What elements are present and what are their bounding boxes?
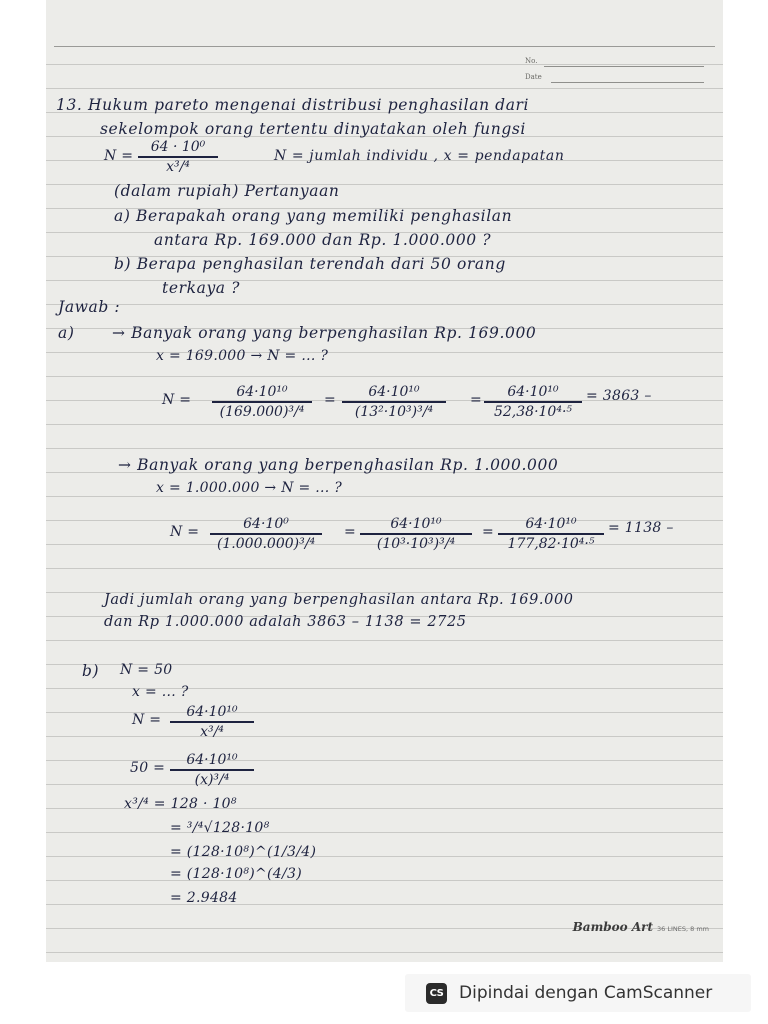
notebook-brand: [573, 920, 709, 934]
b-eq3-bar: [170, 721, 254, 723]
a-eq1-f1-bar: [212, 401, 312, 403]
a-eq1-f3-denominator: 52,38·10⁴·⁵: [493, 403, 573, 420]
answer-a-line-2: x = 169.000 → N = ... ?: [156, 348, 329, 364]
answer-b-line-2: x = ... ?: [132, 684, 189, 700]
b-eq4-numerator: 64·10¹⁰: [186, 752, 238, 768]
formula-note: N = jumlah individu , x = pendapatan: [274, 148, 565, 164]
header-no-line: [544, 66, 704, 67]
formula-fraction: [138, 139, 218, 175]
notebook-page: [46, 0, 723, 962]
formula-denominator: x³/⁴: [166, 158, 190, 175]
a-eq2-f1-numerator: 64·10⁰: [243, 516, 289, 532]
a-eq1-equals-1: =: [324, 392, 337, 408]
formula-lhs: N =: [104, 148, 134, 164]
a-eq1-f3-bar: [484, 401, 582, 403]
answer-title: Jawab :: [58, 298, 121, 316]
answer-b-line-8: = (128·10⁸)^(4/3): [170, 866, 302, 882]
camscanner-badge: [405, 974, 751, 1012]
b-eq4-denominator: (x)³/⁴: [194, 771, 230, 788]
answer-b-line-9: = 2.9484: [170, 890, 238, 906]
header-no-label: No.: [525, 57, 538, 65]
a-eq2-f3-bar: [498, 533, 604, 535]
answer-a-line-1: → Banyak orang yang berpenghasilan Rp. 169.000: [112, 324, 537, 342]
a-eq2-f2-bar: [360, 533, 472, 535]
a-eq2-f2-numerator: 64·10¹⁰: [390, 516, 442, 532]
answer-b-line-6: = ³/⁴√128·10⁸: [170, 820, 270, 836]
answer-b-line-1: N = 50: [120, 662, 173, 678]
a-eq2-equals-1: =: [344, 524, 357, 540]
answer-b-label: b): [82, 662, 100, 680]
a-eq1-f1-numerator: 64·10¹⁰: [236, 384, 288, 400]
header-date-label: Date: [525, 73, 542, 81]
question-a-line-2: antara Rp. 169.000 dan Rp. 1.000.000 ?: [154, 231, 492, 249]
a-eq1-fraction-3: [484, 384, 582, 420]
problem-line-3: (dalam rupiah) Pertanyaan: [114, 182, 340, 200]
b-eq3-numerator: 64·10¹⁰: [186, 704, 238, 720]
a-eq1-f2-numerator: 64·10¹⁰: [368, 384, 420, 400]
answer-a-line-4: x = 1.000.000 → N = ... ?: [156, 480, 343, 496]
b-eq3-lhs: N =: [132, 712, 162, 728]
a-eq2-f1-denominator: (1.000.000)³/⁴: [216, 535, 316, 552]
a-eq2-f3-denominator: 177,82·10⁴·⁵: [507, 535, 595, 552]
b-eq4-fraction: [170, 752, 254, 788]
a-eq2-result: = 1138 –: [608, 520, 674, 536]
a-eq1-f2-bar: [342, 401, 446, 403]
b-eq3-fraction: [170, 704, 254, 740]
top-rule-line: [54, 46, 715, 47]
answer-b-line-5: x³/⁴ = 128 · 10⁸: [124, 796, 237, 812]
camscanner-text: Dipindai dengan CamScanner: [459, 983, 713, 1003]
problem-line-1: 13. Hukum pareto mengenai distribusi penghasilan dari: [56, 96, 530, 114]
a-eq2-equals-2: =: [482, 524, 495, 540]
a-eq2-f3-numerator: 64·10¹⁰: [525, 516, 577, 532]
a-eq2-fraction-3: [498, 516, 604, 552]
a-eq2-f2-denominator: (10³·10³)³/⁴: [376, 535, 456, 552]
header-date-line: [551, 82, 704, 83]
brand-sub: 36 LINES, 8 mm: [657, 925, 709, 933]
problem-line-2: sekelompok orang tertentu dinyatakan oleh fungsi: [100, 120, 526, 138]
a-eq1-f1-denominator: (169.000)³/⁴: [219, 403, 305, 420]
a-eq1-result: = 3863 –: [586, 388, 652, 404]
question-b-line-1: b) Berapa penghasilan terendah dari 50 orang: [114, 255, 506, 273]
a-eq1-f2-denominator: (13²·10³)³/⁴: [354, 403, 434, 420]
b-eq4-lhs: 50 =: [130, 760, 166, 776]
a-eq2-lhs: N =: [170, 524, 200, 540]
question-a-line-1: a) Berapakah orang yang memiliki penghasilan: [114, 207, 513, 225]
b-eq3-denominator: x³/⁴: [200, 723, 224, 740]
formula-numerator: 64 · 10⁰: [150, 139, 206, 155]
a-eq1-fraction-2: [342, 384, 446, 420]
camscanner-icon: CS: [426, 983, 447, 1004]
a-eq1-equals-2: =: [470, 392, 483, 408]
b-eq4-bar: [170, 769, 254, 771]
answer-b-line-7: = (128·10⁸)^(1/3/4): [170, 844, 317, 860]
answer-a-conclusion-2: dan Rp 1.000.000 adalah 3863 – 1138 = 2725: [104, 614, 467, 630]
a-eq2-f1-bar: [210, 533, 322, 535]
answer-a-conclusion-1: Jadi jumlah orang yang berpenghasilan antara Rp. 169.000: [104, 592, 574, 608]
a-eq2-fraction-2: [360, 516, 472, 552]
question-b-line-2: terkaya ?: [162, 279, 241, 297]
formula-bar: [138, 156, 218, 158]
answer-a-line-3: → Banyak orang yang berpenghasilan Rp. 1.000.000: [118, 456, 559, 474]
a-eq1-fraction-1: [212, 384, 312, 420]
page-top-margin: [46, 0, 723, 42]
a-eq1-lhs: N =: [162, 392, 192, 408]
answer-a-label: a): [58, 324, 75, 342]
brand-name: Bamboo Art: [572, 920, 654, 934]
a-eq2-fraction-1: [210, 516, 322, 552]
a-eq1-f3-numerator: 64·10¹⁰: [507, 384, 559, 400]
